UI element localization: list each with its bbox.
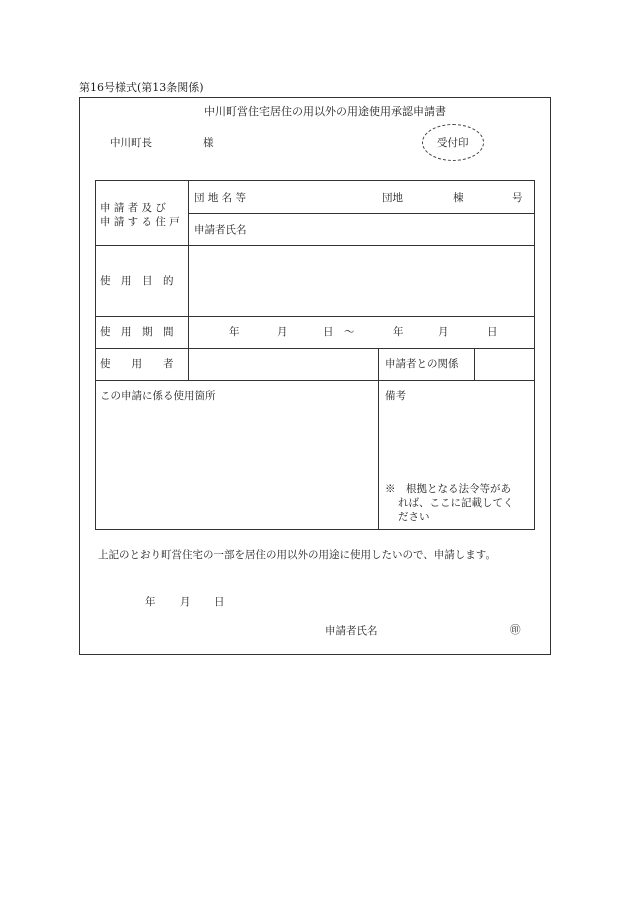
- applicant-name-label: 申請者氏名: [194, 224, 247, 236]
- remarks-label: 備考: [385, 390, 406, 402]
- complex-name-label: 団 地 名 等: [194, 192, 247, 204]
- seal-mark: ㊞: [510, 624, 521, 636]
- divider: [95, 316, 535, 317]
- location-label: この申請に係る使用箇所: [100, 390, 216, 402]
- purpose-label: 使 用 目 的: [100, 275, 174, 287]
- relation-label: 申請者との関係: [385, 358, 459, 370]
- application-statement: 上記のとおり町営住宅の一部を居住の用以外の用途に使用したいので、申請します。: [98, 549, 496, 561]
- period-end-year: 年: [393, 326, 404, 338]
- period-end-day: 日: [487, 326, 498, 338]
- period-start-month: 月: [277, 326, 288, 338]
- applicant-section-label-line2: 申 請 す る 住 戸: [100, 216, 180, 228]
- period-label: 使 用 期 間: [100, 326, 174, 338]
- divider: [95, 380, 535, 381]
- date-day: 日: [214, 596, 225, 608]
- divider: [378, 348, 379, 530]
- remarks-note-line1: ※ 根拠となる法令等があ: [385, 483, 511, 495]
- remarks-note-line3: ださい: [398, 511, 430, 523]
- signature-name-label: 申請者氏名: [325, 625, 378, 637]
- divider: [188, 213, 535, 214]
- period-start-day: 日: [323, 326, 334, 338]
- divider: [95, 245, 535, 246]
- complex-label: 団地: [382, 192, 403, 204]
- user-label: 使 用 者: [100, 358, 174, 370]
- applicant-section-label-line1: 申 請 者 及 び: [100, 202, 166, 214]
- remarks-note-line2: れば、ここに記載してく: [398, 497, 514, 509]
- date-year: 年: [145, 596, 156, 608]
- form-number: 第16号様式(第13条関係): [79, 81, 204, 94]
- divider: [474, 348, 475, 380]
- unit-label: 号: [512, 192, 523, 204]
- divider: [95, 348, 535, 349]
- form-table: [95, 180, 535, 530]
- addressee-honorific: 様: [203, 137, 214, 149]
- addressee-name: 中川町長: [110, 137, 152, 149]
- period-start-year: 年: [229, 326, 240, 338]
- period-tilde: 〜: [344, 326, 355, 338]
- period-end-month: 月: [438, 326, 449, 338]
- building-label: 棟: [453, 192, 464, 204]
- divider: [188, 180, 189, 380]
- form-title: 中川町営住宅居住の用以外の用途使用承認申請書: [204, 105, 446, 118]
- reception-stamp-label: 受付印: [437, 137, 469, 149]
- date-month: 月: [180, 596, 191, 608]
